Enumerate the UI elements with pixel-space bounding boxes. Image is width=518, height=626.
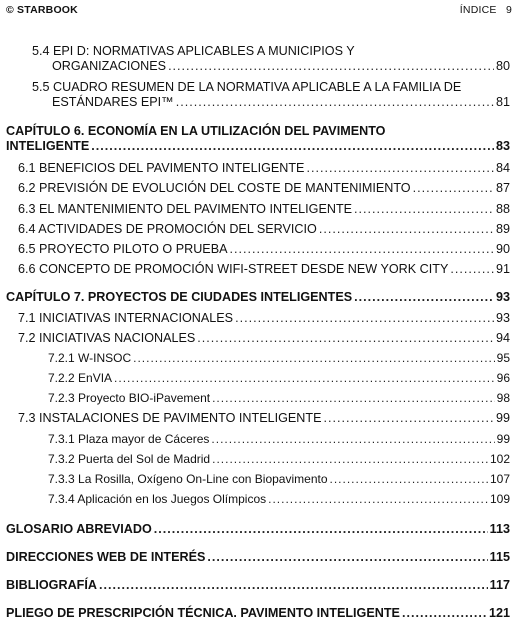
toc-entry-page: 96 [496, 371, 510, 385]
toc-entry-page: 113 [489, 522, 510, 536]
toc-entry-7-2-1[interactable] [0, 351, 518, 366]
leader-dots [114, 371, 495, 386]
toc-entry-title: 6.1 BENEFICIOS DEL PAVIMENTO INTELIGENTE [18, 161, 305, 175]
leader-dots [168, 59, 494, 74]
toc-entry-title: PLIEGO DE PRESCRIPCIÓN TÉCNICA. PAVIMENTO INTELIGENTE [6, 606, 400, 620]
toc-entry-7-2-2[interactable] [0, 371, 518, 386]
leader-dots [133, 351, 495, 366]
toc-entry-page: 115 [489, 550, 510, 564]
toc-entry-page: 121 [488, 606, 510, 620]
toc-entry-page: 99 [496, 432, 510, 446]
toc-entry-title-line1: 5.5 CUADRO RESUMEN DE LA NORMATIVA APLICABLE A LA FAMILIA DE [32, 80, 462, 94]
toc-entry-title: BIBLIOGRAFÍA [6, 578, 97, 592]
leader-dots [268, 492, 488, 507]
toc-entry-title: 6.4 ACTIVIDADES DE PROMOCIÓN DEL SERVICIO [18, 222, 317, 236]
leader-dots [324, 411, 494, 426]
leader-dots [319, 222, 494, 237]
toc-entry-title: 6.2 PREVISIÓN DE EVOLUCIÓN DEL COSTE DE MANTENIMIENTO [18, 181, 411, 195]
leader-dots [330, 472, 488, 487]
toc-entry-page: 109 [489, 492, 510, 506]
toc-entry-6-2[interactable] [0, 181, 518, 196]
toc-entry-title: DIRECCIONES WEB DE INTERÉS [6, 550, 206, 564]
toc-entry-6-5[interactable] [0, 242, 518, 257]
toc-entry-title: 7.3.4 Aplicación en los Juegos Olímpicos [48, 492, 267, 506]
leader-dots [306, 161, 494, 176]
leader-dots [235, 311, 494, 326]
toc-entry-title: 7.3.1 Plaza mayor de Cáceres [48, 432, 210, 446]
toc-entry-7-3-4[interactable] [0, 492, 518, 507]
toc-entry-5-5[interactable] [0, 80, 518, 110]
leader-dots [211, 432, 494, 447]
publisher-brand: © STARBOOK [6, 4, 78, 16]
toc-entry-6-6[interactable] [0, 262, 518, 277]
leader-dots [176, 95, 494, 110]
leader-dots [354, 202, 494, 217]
leader-dots [354, 290, 494, 305]
toc-entry-title: ESTÁNDARES EPI™ [52, 95, 174, 109]
toc-entry-title: 7.2 INICIATIVAS NACIONALES [18, 331, 196, 345]
toc-entry-7-2-3[interactable] [0, 391, 518, 406]
toc-entry-page: 102 [489, 452, 510, 466]
toc-entry-title: 7.3.2 Puerta del Sol de Madrid [48, 452, 211, 466]
toc-entry-6-4[interactable] [0, 222, 518, 237]
toc-entry-page: 95 [496, 351, 510, 365]
leader-dots [154, 522, 488, 537]
toc-entry-7-3[interactable] [0, 411, 518, 426]
toc-direcciones-web[interactable] [0, 550, 518, 565]
toc-entry-title: 6.3 EL MANTENIMIENTO DEL PAVIMENTO INTELIGENTE [18, 202, 353, 216]
leader-dots [207, 550, 487, 565]
toc-entry-6-3[interactable] [0, 202, 518, 217]
toc-chapter-6[interactable] [0, 124, 518, 154]
toc-entry-7-3-1[interactable] [0, 432, 518, 447]
leader-dots [413, 181, 494, 196]
toc-entry-page: 99 [495, 411, 510, 425]
toc-entry-title: 7.3.3 La Rosilla, Oxígeno On-Line con Biopavimento [48, 472, 328, 486]
toc-entry-7-1[interactable] [0, 311, 518, 326]
toc-entry-page: 83 [495, 139, 510, 153]
toc-entry-5-4[interactable] [0, 44, 518, 74]
toc-entry-title: 7.2.2 EnVIA [48, 371, 113, 385]
leader-dots [99, 578, 488, 593]
toc-entry-title-line1: 5.4 EPI D: NORMATIVAS APLICABLES A MUNICIPIOS Y [32, 44, 355, 58]
toc-entry-6-1[interactable] [0, 161, 518, 176]
toc-entry-title: GLOSARIO ABREVIADO [6, 522, 152, 536]
toc-entry-page: 81 [495, 95, 510, 109]
toc-entry-page: 94 [495, 331, 510, 345]
toc-entry-page: 93 [495, 290, 510, 304]
toc-chapter-7[interactable] [0, 290, 518, 305]
toc-pliego[interactable] [0, 606, 518, 621]
leader-dots [91, 139, 494, 154]
toc-entry-title: 7.3 INSTALACIONES DE PAVIMENTO INTELIGENTE [18, 411, 322, 425]
toc-entry-page: 80 [495, 59, 510, 73]
toc-entry-page: 98 [496, 391, 510, 405]
toc-entry-page: 93 [495, 311, 510, 325]
toc-entry-page: 107 [489, 472, 510, 486]
toc-entry-title: 6.6 CONCEPTO DE PROMOCIÓN WIFI-STREET DESDE NEW YORK CITY [18, 262, 449, 276]
toc-entry-title-line1: CAPÍTULO 6. ECONOMÍA EN LA UTILIZACIÓN DEL PAVIMENTO [6, 124, 386, 138]
toc-entry-page: 91 [495, 262, 510, 276]
page-header [6, 4, 512, 20]
section-title: ÍNDICE [459, 4, 497, 16]
toc-entry-title: CAPÍTULO 7. PROYECTOS DE CIUDADES INTELIGENTES [6, 290, 353, 304]
toc-entry-page: 89 [495, 222, 510, 236]
running-head [460, 4, 512, 16]
leader-dots [212, 391, 495, 406]
page-number: 9 [505, 4, 512, 16]
toc-entry-title: INTELIGENTE [6, 139, 90, 153]
toc-entry-page: 88 [495, 202, 510, 216]
toc-entry-title: 7.1 INICIATIVAS INTERNACIONALES [18, 311, 234, 325]
toc-entry-7-3-2[interactable] [0, 452, 518, 467]
leader-dots [197, 331, 494, 346]
toc-entry-7-2[interactable] [0, 331, 518, 346]
toc-entry-page: 90 [495, 242, 510, 256]
toc-entry-title: ORGANIZACIONES [52, 59, 167, 73]
leader-dots [402, 606, 487, 621]
toc-glosario[interactable] [0, 522, 518, 537]
toc-entry-title: 7.2.1 W-INSOC [48, 351, 132, 365]
toc-entry-title: 7.2.3 Proyecto BIO-iPavement [48, 391, 211, 405]
toc-bibliografia[interactable] [0, 578, 518, 593]
leader-dots [212, 452, 488, 467]
leader-dots [230, 242, 494, 257]
toc-entry-page: 87 [495, 181, 510, 195]
leader-dots [450, 262, 494, 277]
toc-entry-title: 6.5 PROYECTO PILOTO O PRUEBA [18, 242, 228, 256]
toc-entry-7-3-3[interactable] [0, 472, 518, 487]
toc-entry-page: 117 [489, 578, 510, 592]
toc-entry-page: 84 [495, 161, 510, 175]
